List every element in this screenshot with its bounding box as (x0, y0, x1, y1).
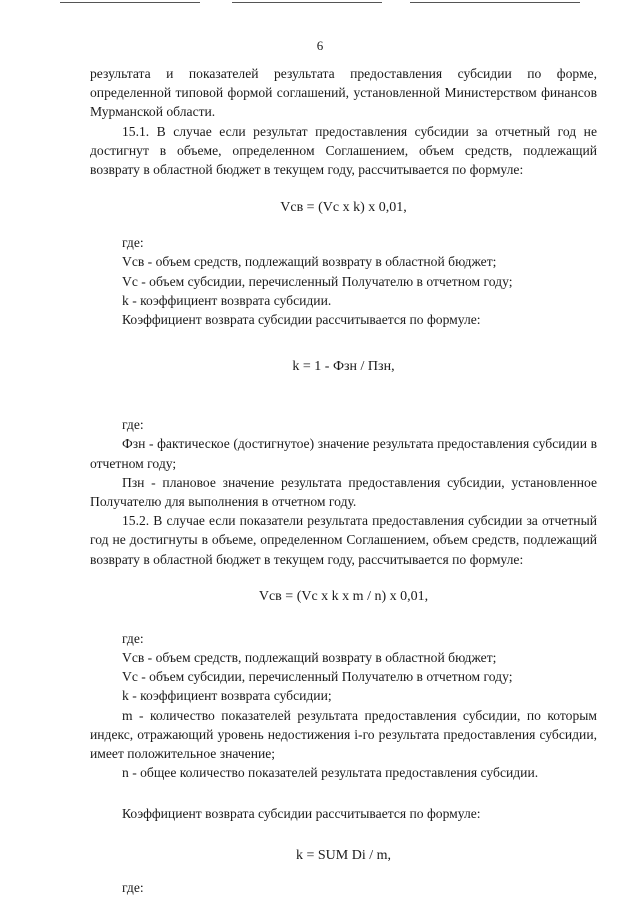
where-label: где: (122, 235, 144, 251)
definition-vcv: Vcв - объем средств, подлежащий возврату в областной бюджет; (122, 254, 497, 270)
definition-m: m - количество показателей результата предоставления субсидии, по которым индекс, отражающий уровень недостижения i-го результата предоставления субсидии, имеет положительное значение; (90, 707, 597, 762)
paragraph-coefficient-intro: Коэффициент возврата субсидии рассчитывается по формуле: (122, 806, 481, 822)
formula-return-volume: Vcв = (Vc x k) x 0,01, (280, 200, 407, 216)
definition-k: k - коэффициент возврата субсидии; (122, 688, 332, 704)
where-label: где: (122, 417, 144, 433)
paragraph-15-1: 15.1. В случае если результат предоставления субсидии за отчетный год не достигнут в объеме, определенном Соглашением, объем средств, подлежащий возврату в областной бюджет в текущем году, рассчитывается по формуле: (90, 123, 597, 178)
formula-return-volume-indicators: Vcв = (Vc x k x m / n) x 0,01, (258, 588, 429, 604)
where-label: где: (122, 879, 144, 895)
where-label: где: (122, 630, 144, 646)
definition-vc: Vc - объем субсидии, перечисленный Получателю в отчетном году; (122, 669, 513, 685)
document-body (90, 64, 597, 897)
paragraph-intro: результата и показателей результата предоставления субсидии по форме, определенной типовой формой соглашений, установленной Министерством финансов Мурманской области. (90, 66, 597, 120)
definition-k: k - коэффициент возврата субсидии. (122, 292, 332, 308)
formula-coefficient-sum: k = SUM Di / m, (295, 847, 392, 863)
definition-vc: Vc - объем субсидии, перечисленный Получателю в отчетном году; (122, 273, 513, 289)
formula-coefficient: k = 1 - Фзн / Пзн, (292, 359, 395, 375)
paragraph-coefficient-intro: Коэффициент возврата субсидии рассчитывается по формуле: (122, 312, 481, 328)
scan-edge-line (60, 2, 200, 3)
definition-vcv: Vcв - объем средств, подлежащий возврату в областной бюджет; (122, 650, 497, 666)
scan-edge-line (232, 2, 382, 3)
definition-n: n - общее количество показателей результата предоставления субсидии. (122, 765, 539, 781)
scan-edge-line (410, 2, 580, 3)
page-number: 6 (316, 38, 324, 53)
definition-pzn: Пзн - плановое значение результата предоставления субсидии, установленное Получателю для выполнения в отчетном году. (90, 474, 597, 510)
definition-fzn: Фзн - фактическое (достигнутое) значение результата предоставления субсидии в отчетном году; (90, 436, 597, 471)
paragraph-15-2: 15.2. В случае если показатели результата предоставления субсидии за отчетный год не достигнуты в объеме, определенном Соглашением, объем средств, подлежащий возврату в областной бюджет в текущем году, рассчитывается по формуле: (90, 513, 597, 567)
